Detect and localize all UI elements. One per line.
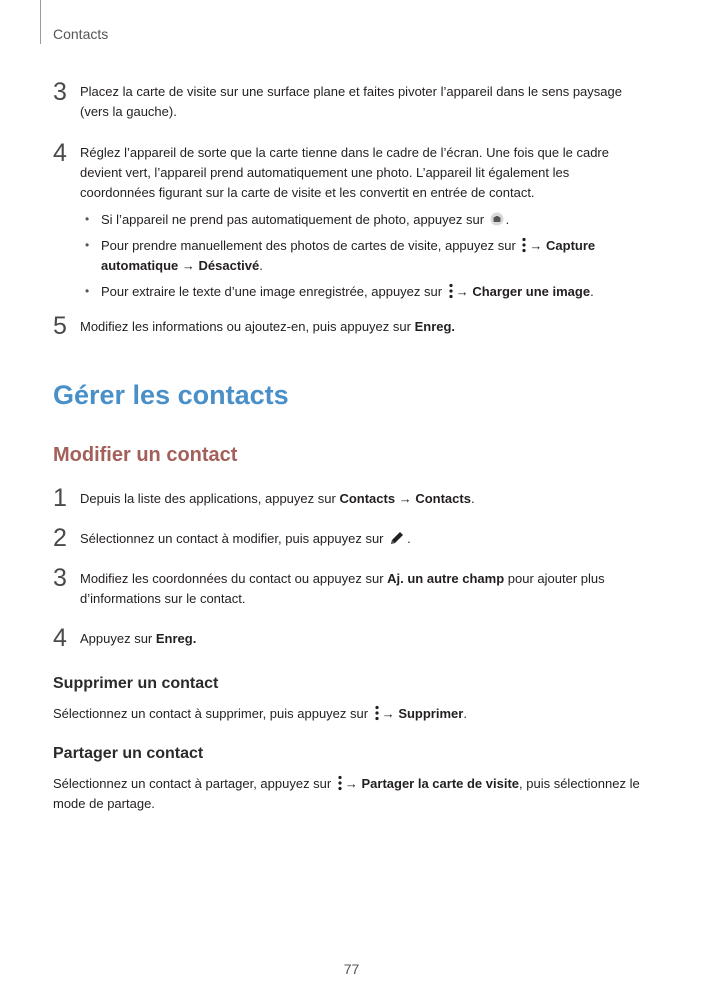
bullet-text-end: . [590,284,594,299]
more-options-icon [522,237,526,253]
bullet-text: Pour prendre manuellement des photos de cartes de visite, appuyez sur [101,238,520,253]
bullet-text: Si l’appareil ne prend pas automatiquement de photo, appuyez sur [101,212,488,227]
arrow: → [381,706,395,721]
bullet-dot: • [85,284,90,298]
arrow: → [181,258,195,273]
bullet-text-end: . [259,258,263,273]
page-number: 77 [343,961,360,977]
menu-option: Partager la carte de visite [361,776,520,791]
share-title: Partager un contact [53,745,204,762]
subsection-title: Modifier un contact [53,444,238,466]
step-text-body: Appuyez sur [80,631,156,646]
more-options-icon [338,775,342,791]
more-options-icon [375,705,379,721]
button-label: Enreg. [155,631,197,646]
menu-option: Charger une image [472,284,591,299]
bullet-text-end: . [505,212,510,227]
step-number: 3 [53,564,67,592]
delete-text [53,704,653,724]
step-text [80,489,640,509]
step-text [80,569,640,609]
step-text: Réglez l’appareil de sorte que la carte tienne dans le cadre de l’écran. Une fois que le cadre devient vert, l’appareil prend automatiquement une photo. L’appareil lit également les coordonnées figurant sur la carte de visite et les convertit en entrée de contact. [80,145,609,200]
step-text-body: Modifiez les coordonnées du contact ou appuyez sur [80,571,388,586]
bullet-dot: • [85,212,90,226]
bullet-item [101,236,641,276]
bullet-item [101,210,641,230]
more-options-icon [449,283,453,299]
app-name: Contacts [415,491,471,506]
step-text-end: . [407,531,411,546]
delete-title: Supprimer un contact [53,675,219,692]
section-header: Contacts [53,26,109,42]
bullet-item [101,282,641,302]
menu-option: Désactivé [198,258,260,273]
camera-shutter-icon [490,212,504,226]
step-text-body: Depuis la liste des applications, appuyez sur [80,491,340,506]
step-text-end: pour ajouter plus d’informations sur le contact. [80,571,605,606]
delete-text-end: . [463,706,467,721]
step-number: 5 [53,312,67,340]
arrow: → [398,491,412,506]
arrow: → [529,238,543,253]
step-text-end: . [470,491,475,506]
share-text-body: Sélectionnez un contact à partager, appuyez sur [53,776,335,791]
step-text [80,629,640,649]
share-text-end: , puis sélectionnez le mode de partage. [53,776,640,811]
step-number: 1 [53,484,67,512]
bullet-text: Pour extraire le texte d’une image enregistrée, appuyez sur [101,284,446,299]
step-number: 4 [53,139,67,167]
step-text: Placez la carte de visite sur une surface plane et faites pivoter l’appareil dans le sens paysage (vers la gauche). [80,84,622,119]
delete-text-body: Sélectionnez un contact à supprimer, puis appuyez sur [53,706,372,721]
step-text [80,529,640,549]
bullet-dot: • [85,238,90,252]
menu-option: Supprimer [398,706,464,721]
header-rule [40,0,41,44]
step-text-body: Modifiez les informations ou ajoutez-en, puis appuyez sur [80,319,415,334]
arrow: → [455,284,469,299]
arrow: → [344,776,358,791]
step-number: 2 [53,524,67,552]
section-title: Gérer les contacts [53,380,289,410]
step-text [80,317,640,337]
edit-pencil-icon [389,530,405,546]
menu-option: Capture automatique [101,238,596,273]
share-text [53,774,653,814]
app-name: Contacts [339,491,396,506]
step-number: 3 [53,78,67,106]
step-text-body: Sélectionnez un contact à modifier, puis appuyez sur [80,531,388,546]
button-label: Enreg. [414,319,456,334]
step-number: 4 [53,624,67,652]
option-label: Aj. un autre champ [387,571,505,586]
